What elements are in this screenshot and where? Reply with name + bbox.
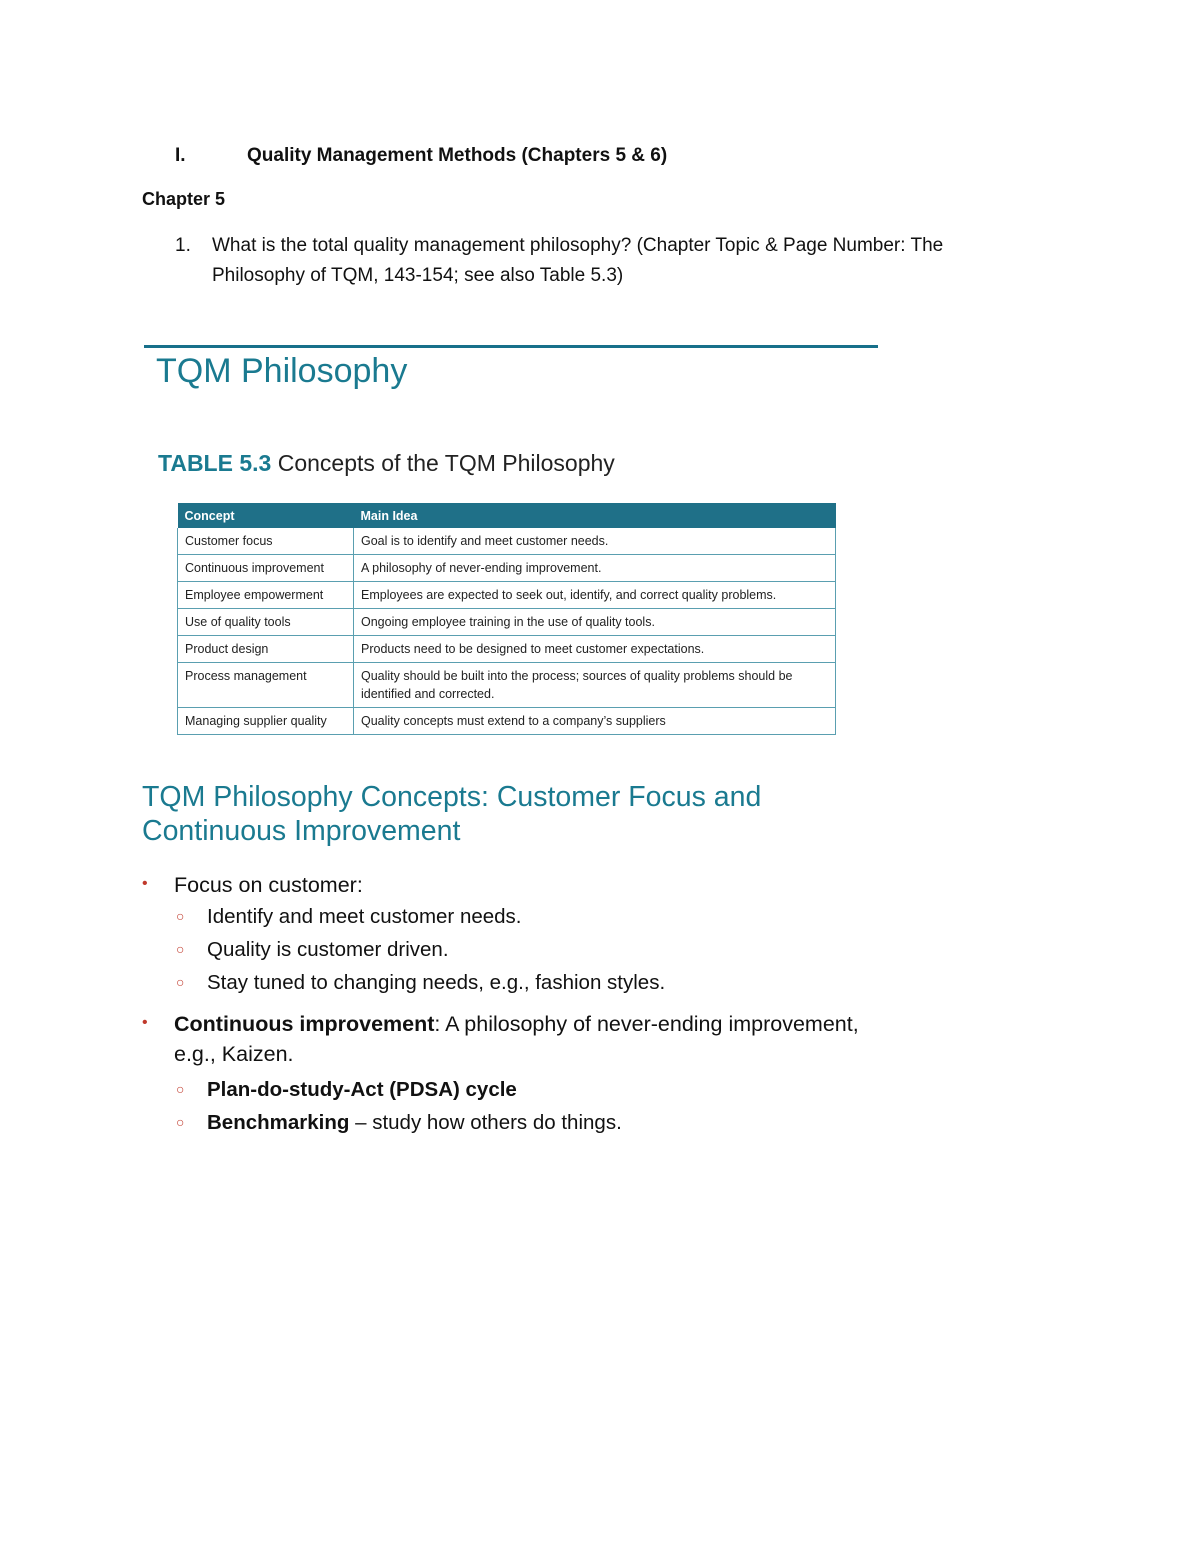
concept-cell: Continuous improvement [178,555,354,582]
sub-bullet [142,1106,902,1139]
circle-bullet-icon: ○ [176,941,185,957]
sub-bullet [142,966,902,999]
table-row [178,708,836,735]
table-label: TABLE 5.3 [158,450,272,476]
main-idea-cell: Quality concepts must extend to a company’s suppliers [354,708,836,735]
table-row [178,582,836,609]
concept-cell: Managing supplier quality [178,708,354,735]
main-idea-cell: Quality should be built into the process; sources of quality problems should be identified and corrected. [354,663,836,708]
concept-cell: Process management [178,663,354,708]
sub-bullet [142,933,902,966]
main-idea-cell: Goal is to identify and meet customer needs. [354,528,836,555]
sub-bullet [142,1073,902,1106]
table-row [178,528,836,555]
sub-bullet-text: Stay tuned to changing needs, e.g., fashion styles. [207,971,666,994]
section-title: Quality Management Methods (Chapters 5 & 6) [247,145,668,166]
table-row [178,663,836,708]
main-idea-cell: Ongoing employee training in the use of quality tools. [354,609,836,636]
circle-bullet-icon: ○ [176,1114,185,1130]
sub-bullet-text: Identify and meet customer needs. [207,905,522,928]
bullet-text: : A philosophy of never-ending improvement, e.g., Kaizen. [174,1012,859,1066]
bullet-continuous-improvement [142,1009,902,1069]
concept-cell: Use of quality tools [178,609,354,636]
chapter-label: Chapter 5 [142,189,226,209]
question-number: 1. [175,235,191,256]
sub-bullet-bold-text: Benchmarking [207,1111,350,1134]
slide2-title: TQM Philosophy Concepts: Customer Focus and Continuous Improvement [142,781,762,847]
circle-bullet-icon: ○ [176,974,185,990]
table-row [178,555,836,582]
concept-cell: Employee empowerment [178,582,354,609]
concept-cell: Customer focus [178,528,354,555]
main-idea-cell: Products need to be designed to meet customer expectations. [354,636,836,663]
question-item [175,231,995,291]
bullet-icon: • [142,875,148,892]
concepts-table [177,503,836,735]
sub-bullet-text: Quality is customer driven. [207,938,449,961]
bullet-list [142,870,902,1139]
table-row [178,636,836,663]
circle-bullet-icon: ○ [176,908,185,924]
bullet-bold-text: Continuous improvement [174,1012,435,1036]
bullet-text: Focus on customer: [174,873,363,897]
sub-bullet-text: – study how others do things. [349,1111,622,1134]
table-header-row [178,503,836,528]
main-idea-cell: A philosophy of never-ending improvement. [354,555,836,582]
circle-bullet-icon: ○ [176,1081,185,1097]
table-caption [158,450,615,477]
table-row [178,609,836,636]
main-idea-cell: Employees are expected to seek out, identify, and correct quality problems. [354,582,836,609]
bullet-customer-focus [142,870,902,900]
slide-divider [144,345,878,348]
header-main-idea: Main Idea [354,503,836,528]
bullet-icon: • [142,1014,148,1031]
section-number: I. [175,145,186,166]
concept-cell: Product design [178,636,354,663]
question-text: What is the total quality management philosophy? (Chapter Topic & Page Number: The Philosophy of TQM, 143-154; see also Table 5.3) [212,235,944,286]
header-concept: Concept [178,503,354,528]
table-caption-text: Concepts of the TQM Philosophy [277,450,615,476]
sub-bullet [142,900,902,933]
slide-title: TQM Philosophy [156,352,408,390]
sub-bullet-bold-text: Plan-do-study-Act (PDSA) cycle [207,1078,517,1101]
section-heading [175,145,667,167]
